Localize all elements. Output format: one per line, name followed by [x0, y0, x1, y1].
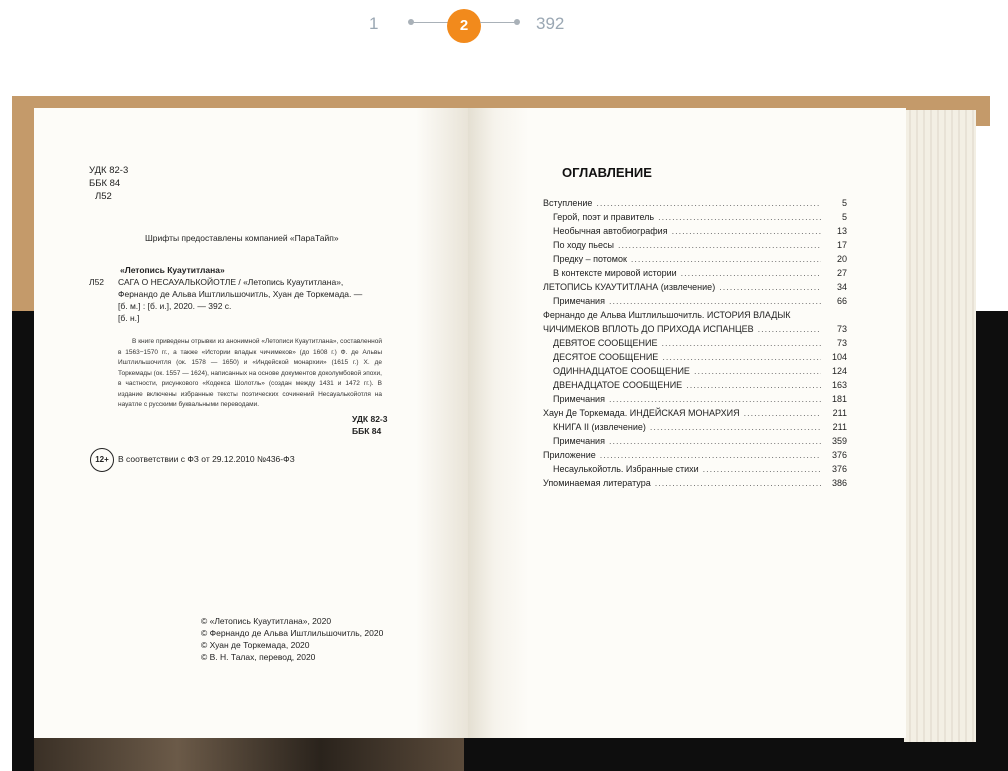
toc-row-page: 66 [836, 296, 847, 306]
toc-row-label: ДВЕНАДЦАТОЕ СООБЩЕНИЕ [553, 380, 683, 390]
toc-row-page: 73 [836, 324, 847, 334]
biblio-line-1: САГА О НЕСАУАЛЬКОЙОТЛЕ / «Летопись Куаутитлана», [118, 277, 344, 287]
law-note: В соответствии с ФЗ от 29.12.2010 №436-ФЗ [118, 454, 295, 464]
pager-current-page[interactable]: 2 [447, 9, 481, 43]
toc-row-page: 13 [836, 226, 847, 236]
toc-row-page: 386 [831, 478, 847, 488]
toc-row-label: Фернандо де Альва Иштлильшочитль. ИСТОРИЯ ВЛАДЫК [543, 310, 791, 320]
copyright-line: © Хуан де Торкемада, 2020 [201, 640, 310, 650]
toc-row-label: Необычная автобиография [553, 226, 668, 236]
toc-row-label: ДЕСЯТОЕ СООБЩЕНИЕ [553, 352, 659, 362]
toc-leader [758, 324, 821, 334]
toc-leader [672, 226, 821, 236]
annotation-text: В книге приведены отрывки из анонимной «Летописи Куаутитлана», составленной в 1563−1570 гг., а также «Истории владык чичимеков» (до 1608 г.) Ф. де Альвы Иштлильшочитля (ок. 1578 — 1650) и «Индейской монархии» (1615 г.) Х. де Торкемады (ок. 1557 — 1624), написанных на основе документов доколумбовой эпохи, в частности, рисункового «Кодекса Шолотль» (создан между 1431 и 1472 гг.). В издание включены избранные тексты поэтических сочинений Несауалькойотля на науатле с русскими буквальными переводами. [118, 338, 382, 408]
toc-leader [655, 478, 821, 488]
page-edges [904, 110, 976, 742]
toc-leader [609, 394, 821, 404]
toc-row-page: 17 [836, 240, 847, 250]
toc-leader [744, 408, 821, 418]
toc-row[interactable] [543, 324, 847, 334]
toc-row-label: В контексте мировой истории [553, 268, 677, 278]
toc-row-label: Упоминаемая литература [543, 478, 651, 488]
toc-row[interactable] [553, 226, 847, 236]
toc-row-label: По ходу пьесы [553, 240, 614, 250]
toc-row[interactable] [553, 296, 847, 306]
toc-row-page: 181 [831, 394, 847, 404]
toc-row-label: ЛЕТОПИСЬ КУАУТИТЛАНА (извлечение) [543, 282, 716, 292]
toc-row-page: 27 [836, 268, 847, 278]
toc-row-label: Примечания [553, 296, 605, 306]
toc-row[interactable] [543, 282, 847, 292]
toc-leader [658, 212, 821, 222]
toc-row-page: 359 [831, 436, 847, 446]
toc-row-label: Вступление [543, 198, 593, 208]
toc-leader [681, 268, 821, 278]
toc-row-page: 73 [836, 338, 847, 348]
toc-row[interactable] [553, 268, 847, 278]
pager-line-left [411, 22, 450, 23]
toc-row[interactable] [553, 338, 847, 348]
book-cover-side [12, 96, 34, 316]
toc-row-label: ОДИННАДЦАТОЕ СООБЩЕНИЕ [553, 366, 690, 376]
toc-leader [600, 450, 821, 460]
toc-row-page: 376 [831, 464, 847, 474]
toc-row-page: 5 [841, 212, 847, 222]
toc-row-label: Герой, поэт и правитель [553, 212, 655, 222]
toc-leader [719, 282, 821, 292]
toc-row-label: Хаун Де Торкемада. ИНДЕЙСКАЯ МОНАРХИЯ [543, 408, 740, 418]
toc-row[interactable] [553, 464, 847, 474]
pager-last-page[interactable]: 392 [536, 14, 565, 33]
toc-row-page: 211 [832, 408, 847, 418]
toc-row-wrap[interactable] [543, 310, 847, 320]
toc-leader [703, 464, 821, 474]
toc-row-label: ДЕВЯТОЕ СООБЩЕНИЕ [553, 338, 658, 348]
copyright-line: © Фернандо де Альва Иштлильшочитль, 2020 [201, 628, 384, 638]
copyright-line: © «Летопись Куаутитлана», 2020 [201, 616, 332, 626]
biblio-line-4: [б. н.] [118, 313, 140, 323]
author-mark: Л52 [95, 191, 112, 202]
toc-leader [650, 422, 821, 432]
toc-row[interactable] [543, 198, 847, 208]
toc-leader [686, 380, 821, 390]
toc-row[interactable] [553, 352, 847, 362]
udk-code: УДК 82-3 [89, 165, 129, 176]
page-pager [0, 6, 1008, 42]
toc-row-page: 34 [836, 282, 847, 292]
toc-row-page: 5 [841, 198, 847, 208]
author-mark-2: Л52 [89, 277, 105, 287]
age-rating-badge: 12+ [90, 448, 114, 472]
toc-row-label: Приложение [543, 450, 596, 460]
toc-row-page: 20 [836, 254, 847, 264]
toc-row[interactable] [553, 254, 847, 264]
bbk-code: ББК 84 [89, 178, 121, 189]
toc-row-page: 104 [831, 352, 847, 362]
bbk-code-2: ББК 84 [352, 426, 382, 436]
toc-leader [609, 296, 821, 306]
toc-row[interactable] [553, 422, 847, 432]
toc-row-page: 163 [831, 380, 847, 390]
udk-code-2: УДК 82-3 [352, 414, 388, 424]
toc-row-page: 124 [831, 366, 847, 376]
toc-row[interactable] [543, 478, 847, 488]
toc-leader [662, 338, 821, 348]
toc-row[interactable] [543, 450, 847, 460]
toc-row-label: Предку – потомок [553, 254, 627, 264]
toc-leader [662, 352, 821, 362]
toc-row[interactable] [553, 394, 847, 404]
pager-first-page[interactable]: 1 [369, 14, 379, 33]
toc-row-label: ЧИЧИМЕКОВ ВПЛОТЬ ДО ПРИХОДА ИСПАНЦЕВ [543, 324, 754, 334]
toc-row[interactable] [553, 380, 847, 390]
toc-row-label: Примечания [553, 394, 605, 404]
toc-title: ОГЛАВЛЕНИЕ [562, 165, 652, 180]
cover-photo [34, 735, 464, 771]
toc-row-label: Несаулькойотль. Избранные стихи [553, 464, 699, 474]
toc-row-page: 211 [832, 422, 847, 432]
biblio-line-3: [б. м.] : [б. и.], 2020. — 392 с. [118, 301, 232, 311]
toc-row-label: КНИГА II (извлечение) [553, 422, 646, 432]
pager-dot-right [514, 19, 520, 25]
toc-row-label: Примечания [553, 436, 605, 446]
toc-row[interactable] [543, 408, 847, 418]
fonts-note: Шрифты предоставлены компанией «ПараТайп» [145, 233, 339, 243]
toc-leader [609, 436, 821, 446]
copyright-line: © В. Н. Талах, перевод, 2020 [201, 652, 316, 662]
toc-row[interactable] [553, 436, 847, 446]
toc-row[interactable] [553, 366, 847, 376]
toc-row[interactable] [553, 240, 847, 250]
toc-leader [631, 254, 821, 264]
toc-row-page: 376 [831, 450, 847, 460]
toc-leader [694, 366, 821, 376]
toc-leader [618, 240, 821, 250]
book-title-heading: «Летопись Куаутитлана» [120, 265, 225, 275]
toc-leader [596, 198, 821, 208]
biblio-line-2: Фернандо де Альва Иштлильшочитль, Хуан де Торкемада. — [118, 289, 363, 299]
toc-row[interactable] [553, 212, 847, 222]
